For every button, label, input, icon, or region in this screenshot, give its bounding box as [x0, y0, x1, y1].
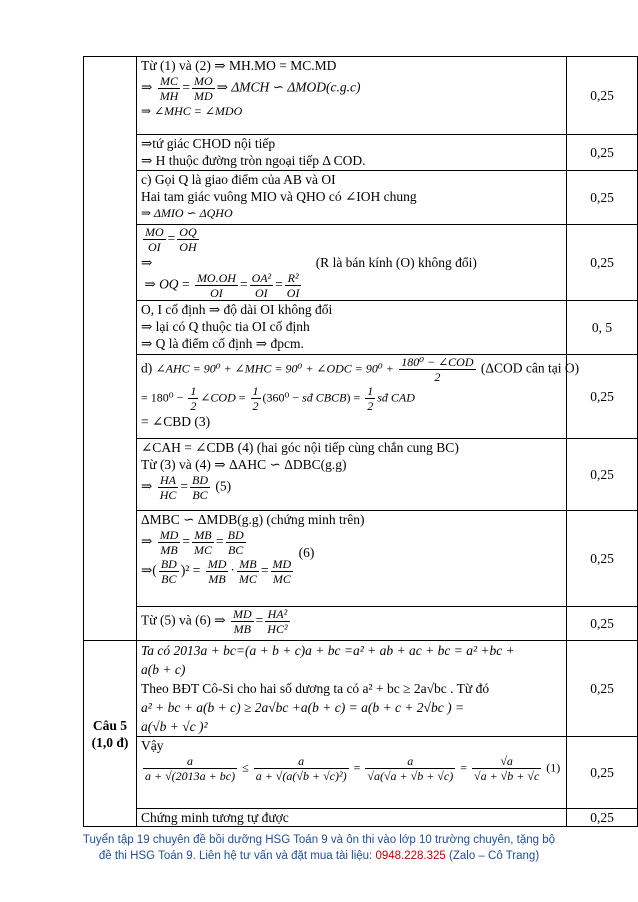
text-line: a² + bc + a(b + c) ≥ 2a√bc +a(b + c) = a(b + c + 2√bc ) =: [141, 700, 465, 715]
solution-cell: [137, 355, 580, 439]
table-row: [84, 737, 638, 809]
solution-table: [83, 56, 638, 827]
text-line: Từ (3) và (4) ⇒ ΔAHC ∽ ΔDBC(g.g): [141, 457, 347, 472]
table-row: [84, 135, 638, 171]
text-line: Ta có 2013a + bc=(a + b + c)a + bc =a² + ab + ac + bc = a² +bc +: [141, 643, 515, 658]
solution-cell: [137, 511, 567, 607]
math-line: ⇒ $\frac{MD}{MB}$ = $\frac{MB}{MC}$ = $\frac{BD}{BC}$: [141, 528, 244, 557]
solution-cell: [137, 301, 567, 355]
score-cell: 0,25: [567, 511, 638, 607]
math-line: Từ (5) và (6) ⇒ $\frac{MD}{MB}$ = $\frac{\text{HA²}}{\text{HC²}}$: [141, 607, 288, 636]
table-row: [84, 355, 638, 439]
score-cell: 0,25: [567, 737, 638, 809]
solution-cell: [137, 737, 567, 809]
question-label: Câu 5: [92, 717, 128, 733]
solution-cell: [137, 641, 567, 737]
score-cell: 0,25: [567, 809, 638, 827]
math-line: d) ∠AHC = 90⁰ + ∠MHC = 90⁰ + ∠ODC = 90⁰ + $\frac{\text{180⁰ − ∠COD}}{2}$ (ΔCOD cân tại O): [141, 355, 580, 384]
table-row: [84, 301, 638, 355]
text-line: Chứng minh tương tự được: [141, 810, 289, 825]
footer-contact-suffix: (Zalo – Cô Trang): [449, 850, 540, 862]
table-row: [84, 809, 638, 827]
table-row: [84, 225, 638, 301]
footer-line-2: [0, 849, 638, 864]
score-cell: 0,25: [567, 607, 638, 641]
score-cell: 0,25: [567, 439, 638, 511]
solution-cell: [137, 439, 567, 511]
text-line: ΔMBC ∽ ΔMDB(g.g) (chứng minh trên): [141, 512, 365, 527]
question-points: (1,0 đ): [91, 734, 129, 750]
triangle-note: (ΔCOD cân tại O): [480, 360, 580, 376]
text-line: Theo BĐT Cô-Si cho hai số dương ta có a² + bc ≥ 2a√bc . Từ đó: [141, 681, 490, 696]
footer-phone: 0948.228.325: [375, 850, 446, 862]
equation-number: (6): [298, 544, 315, 560]
math-line: ⇒ $\frac{MC}{MH}$ = $\frac{MO}{MD}$ ⇒ ΔMCH ∽ ΔMOD(c.g.c): [141, 74, 361, 103]
solution-cell: [137, 171, 567, 225]
math-line: = 180⁰ − $\frac{1}{2}$ ∠COD = $\frac{1}{2}$ (360⁰ − sđ CBCB) = $\frac{1}{2}$ sđ CAD: [141, 384, 415, 413]
footer-line-1: Tuyển tập 19 chuyên đề bồi dưỡng HSG Toán 9 và ôn thi vào lớp 10 trường chuyên, tặng bộ: [82, 834, 556, 846]
solution-cell: [137, 57, 567, 135]
question-cell: [84, 641, 137, 827]
text-line: ∠CAH = ∠CDB (4) (hai góc nội tiếp cùng chắn cung BC): [141, 440, 459, 455]
table-row: [84, 171, 638, 225]
math-line: ⇒ (R là bán kính (O) không đổi): [141, 255, 477, 270]
text-line: O, I cố định ⇒ độ dài OI không đổi: [141, 302, 333, 317]
score-cell: 0,25: [567, 355, 638, 439]
solution-cell: [137, 809, 567, 827]
math-line: ⇒ $\frac{HA}{HC}$ = $\frac{BD}{BC}$ (5): [141, 473, 232, 502]
radius-note: (R là bán kính (O) không đổi): [315, 255, 477, 270]
score-cell: 0, 5: [567, 301, 638, 355]
text-line: Hai tam giác vuông MIO và QHO có ∠IOH chung: [141, 189, 417, 204]
solution-cell: [137, 607, 567, 641]
text-line: a(b + c): [141, 662, 186, 677]
score-cell: 0,25: [567, 171, 638, 225]
text-line: = ∠CBD (3): [141, 414, 211, 429]
text-line: c) Gọi Q là giao điểm của AB và OI: [141, 172, 336, 187]
table-row: [84, 641, 638, 737]
math-line: ⇒( $\frac{BD}{BC}$ )² = $\frac{MD}{MB}$ · $\frac{MB}{MC}$ = $\frac{MD}{MC}$ (6): [141, 544, 315, 586]
text-line: ⇒ H thuộc đường tròn ngoại tiếp Δ COD.: [141, 153, 366, 168]
table-row: [84, 439, 638, 511]
question-cell-empty: [84, 57, 137, 641]
score-cell: 0,25: [567, 57, 638, 135]
table-row: [84, 57, 638, 135]
solution-cell: [137, 225, 567, 301]
text-line: a(√b + √c )²: [141, 719, 208, 734]
table-row: [84, 511, 638, 607]
text-line: ⇒ lại có Q thuộc tia OI cố định: [141, 319, 310, 334]
text-line: ⇒ Q là điểm cố định ⇒ đpcm.: [141, 336, 304, 351]
math-line: ⇒ ∠MHC = ∠MDO: [141, 104, 243, 118]
score-cell: 0,25: [567, 641, 638, 737]
text-line: Từ (1) và (2) ⇒ MH.MO = MC.MD: [141, 58, 337, 73]
math-line: $\frac{MO}{OI}$ = $\frac{OQ}{OH}$: [145, 225, 197, 254]
score-cell: 0,25: [567, 225, 638, 301]
text-line: ⇒tứ giác CHOD nội tiếp: [141, 136, 276, 151]
math-line: $\frac{a}{a + √(2013a + bc)}$ ≤ $\frac{a}{\text{a + √(a(√b + √c)²)}}$ = $\frac{a}{√a(√a + √b + √c)}$ = $\frac{√a}{√a + √b + √c}$ (1): [145, 754, 561, 783]
math-line: ⇒ ΔMIO ∽ ΔQHO: [141, 206, 233, 220]
footer-contact-prefix: đề thi HSG Toán 9. Liên hệ tư vấn và đặt mua tài liệu:: [98, 850, 373, 862]
math-line: ⇒ OQ = $\frac{MO.OH}{OI}$ = $\frac{\text{OA²}}{OI}$ = $\frac{\text{R²}}{OI}$: [141, 271, 300, 300]
solution-cell: [137, 135, 567, 171]
text-line: Vậy: [141, 738, 164, 753]
table-row: [84, 607, 638, 641]
score-cell: 0,25: [567, 135, 638, 171]
